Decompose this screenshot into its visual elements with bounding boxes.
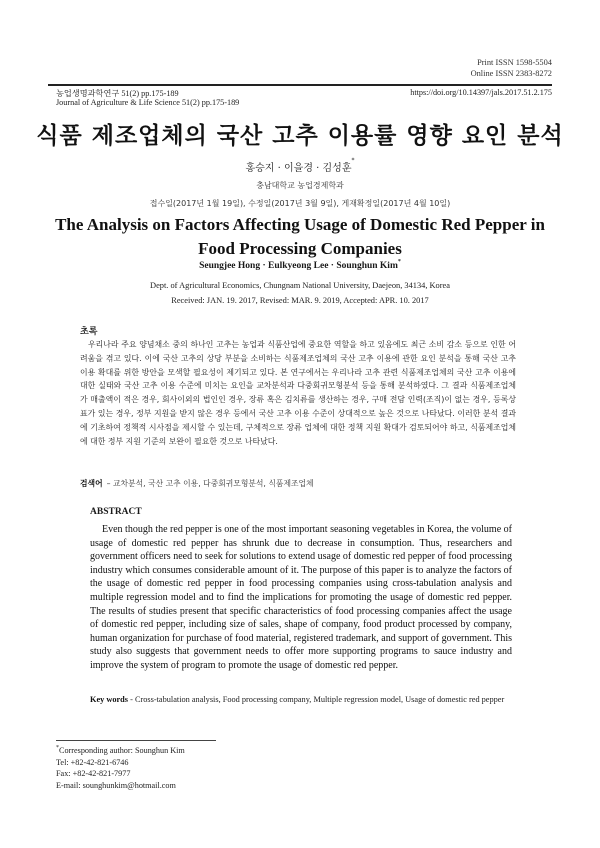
online-issn: Online ISSN 2383-8272 — [470, 69, 552, 78]
footnote-mark: * — [56, 745, 59, 751]
keywords-korean — [80, 478, 314, 489]
corresponding-mark: * — [397, 259, 401, 265]
dates-english: Received: JAN. 19. 2017, Revised: MAR. 9. 2019, Accepted: APR. 10. 2017 — [171, 296, 429, 305]
doi-link[interactable]: https://doi.org/10.14397/jals.2017.51.2.175 — [410, 88, 552, 97]
title-english: The Analysis on Factors Affecting Usage of Domestic Red Pepper in Food Processing Companies — [55, 215, 545, 258]
footnote-fax: Fax: +82-42-821-7977 — [56, 769, 131, 779]
keywords-korean-label: 검색어 — [80, 479, 103, 488]
print-issn: Print ISSN 1598-5504 — [477, 58, 552, 67]
abstract-korean-text: 우리나라 주요 양념채소 중의 하나인 고추는 농업과 식품산업에 중요한 역할을 하고 있음에도 최근 소비 감소 등으로 인한 어려움을 겪고 있다. 이에 국산 고추의 상당 부분을 소비하는 식품제조업체의 국산 고추 이용에 관한 요인 분석을 통해 국산 고추 이용 확대를 위한 방안을 모색할 필요성이 제기되고 있다. 본 연구에서는 우리나라 고추 관련 식품제조업체의 국산 고추 이용에 대한 실태와 국산 고추 이용 수준에 미치는 요인을 교차분석과 다중회귀모형분석 등을 통해 분석하였다. 그 결과 식품제조업체가 매출액이 적은 경우, 회사이외의 법인인 경우, 장류 혹은 김치류를 생산하는 경우, 구매 전담 인력(조직)이 없는 경우, 등록상표가 있는 경우, 정부 지원을 받지 않은 경우 등에서 국산 고추 이용 수준이 상대적으로 높은 것으로 나타났다. 이러한 분석 결과에 기초하여 정책적 시사점을 제시할 수 있는데, 구체적으로 장류 업체에 대한 정책 지원 확대가 검토되어야 하고, 식품제조업체에 대한 정부 지원 기준의 보완이 필요한 것으로 나타났다. — [80, 340, 516, 446]
keywords-english — [90, 694, 512, 706]
footnote — [56, 745, 185, 791]
affiliation-korean: 충남대학교 농업경제학과 — [256, 181, 344, 190]
footnote-corresponding-text: Corresponding author: Sounghun Kim — [59, 746, 185, 755]
title-korean: 식품 제조업체의 국산 고추 이용률 영향 요인 분석 — [36, 123, 564, 149]
corresponding-mark: * — [351, 157, 355, 164]
dates-korean: 접수일(2017년 1월 19일), 수정일(2017년 3월 9일), 게재확정일(2017년 4월 10일) — [149, 199, 451, 208]
abstract-english-text: Even though the red pepper is one of the most important seasoning vegetables in Korea, the volume of usage of domestic red pepper has shrunk due to decrease in consumption. Thus, researchers and government officers need to seek for solutions to extend usage of domestic red pepper of food processing industry which consumes considerable amount of it. The purpose of this paper is to analyze the factors of the usage of domestic red pepper in food processing companies using cross-tabulation analysis and multiple regression model and to find the implications for promoting the usage of domestic red pepper. The results of studies present that specific characteristics of food processing companies affect the usage of domestic red pepper, including size of sales, shape of company, food product processed by company, human organization for purchase of food material, registered trademark, and support of government. This study also suggests that government needs to offer more supporting programs to sauce industry and improve the system of program to promote the usage of domestic red pepper. — [90, 524, 512, 671]
authors-korean-names: 홍승지 · 이을경 · 김성훈 — [245, 163, 352, 174]
abstract-english-heading: ABSTRACT — [90, 507, 142, 517]
affiliation-english: Dept. of Agricultural Economics, Chungnam National University, Daejeon, 34134, Korea — [150, 281, 450, 290]
journal-citation-en: Journal of Agriculture & Life Science 51(2) pp.175-189 — [56, 98, 240, 107]
keywords-korean-values: – 교차분석, 국산 고추 이용, 다중회귀모형분석, 식품제조업체 — [106, 479, 314, 488]
footnote-rule — [56, 740, 216, 741]
header-rule — [48, 84, 552, 86]
footnote-corresponding — [56, 745, 185, 757]
journal-citation-kr: 농업생명과학연구 51(2) pp.175-189 — [56, 89, 179, 98]
footnote-tel: Tel: +82-42-821-6746 — [56, 757, 129, 767]
authors-korean — [0, 159, 600, 174]
authors-english-names: Seungjee Hong · Eulkyeong Lee · Sounghun Kim — [199, 261, 398, 271]
keywords-english-label: Key words — [90, 695, 129, 704]
abstract-korean-heading: 초록 — [80, 327, 98, 337]
footnote-email[interactable]: E-mail: sounghunkim@hotmail.com — [56, 780, 176, 790]
authors-english — [0, 261, 600, 271]
issn-block — [471, 57, 552, 79]
keywords-english-values: - Cross-tabulation analysis, Food processing company, Multiple regression model, Usage of domestic red pepper — [130, 695, 505, 704]
